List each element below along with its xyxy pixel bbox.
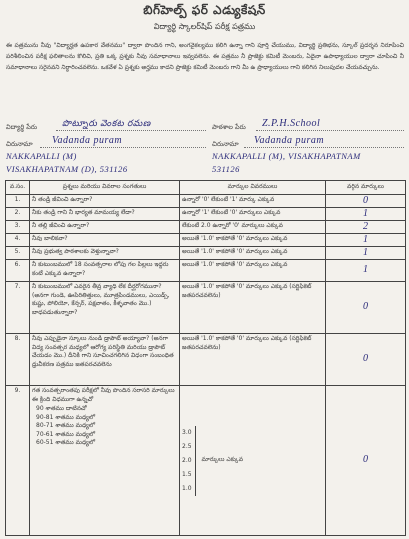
table-row [6, 260, 406, 282]
pincode-value-right[interactable]: 531126 [212, 164, 240, 174]
grade-value: 1.0 [182, 484, 192, 492]
student-name-value[interactable]: పొట్నూరు వెంకట రమణ [62, 118, 151, 128]
row-question: నీవు ఎప్పుడైనా స్కూలు నుండి డ్రాపౌట్ అయ్యావా? (అనగా విద్య సంవత్సర మధ్యలో ఆరోగ్య పరిస్థితి మరియు డ్రాపౌట్ చేయడం మొ.) దీనికి గాని సూచించగలిగిన విధంగా సంబంధిత ధ్రువీకరణ పత్రము జతపరచవలెను [30, 334, 180, 386]
header-awarded: వర్గిన మార్కులు [326, 181, 406, 195]
row-mark[interactable]: 0 [326, 282, 406, 334]
row-question: నీ కుటుంబములో ఎవరైన తీవ్ర వ్యాధి లేక దీర్ఘరోగమునా? (అనగా గుండె, ఊపిరితిత్తులు, మూత్రపిండములు, ఎయిడ్స్, కుష్టు, పోలియో, కేన్సర్, పక్షవాతం, కీళ్ళవాతం మొ.) బాధపడుతున్నారా? [30, 282, 180, 334]
instructions-paragraph: ఈ పత్రమును నీవు "విద్యార్హత ఉపకార వేతనము" ద్వారా పొందిన గాని, అంగవైకల్యము కలిగి ఉన్నా గాని పూర్తి చేయుము, విద్యార్థి ప్రతిభను, స్కూల్ ప్రదర్శన నిరూపించి పరిశీలించిన పరీక్ష ఫలితాలను కొలిచి, ప్రతి ఒక్క ప్రశ్నకు నీవు సమాధానాలు ఇవ్వవలెను. ఈ పత్రము నీ ప్రాజెక్టు కమిటీ మెంబరు, ఏదైనా ఉపాధ్యాయుల ద్వారా చూపించి నీ సమాధానాలు సరైనవని నిర్ధారించవలెను. ఒకవేళ ఏ ప్రశ్నకు అర్హము కాదని ప్రాజెక్టు కమిటీ మెంబరు గాని మీ ఉ ప్రాధ్యాయులు గాని కలిగిన నిలుపుదల చేయవచ్చును. [6, 42, 404, 71]
row-mark[interactable]: 1 [326, 247, 406, 260]
address-label-right: చిరునామా [212, 140, 239, 148]
row-detail: అయితే '1.0' కాకపోతే '0' మార్కులు ఎక్కువ [180, 260, 326, 282]
district-value-left[interactable]: VISAKHAPATNAM (D), 531126 [6, 164, 128, 174]
questions-table [5, 180, 406, 536]
row-sno: 1. [6, 195, 30, 208]
grade-option: 60-51 శాతము మధ్యలో [36, 439, 96, 446]
row-detail: అయితే '1.0' కాకపోతే '0' మార్కులు ఎక్కువ [180, 234, 326, 247]
row-mark[interactable]: 0 [326, 386, 406, 536]
table-row [6, 247, 406, 260]
grade-value: 3.0 [182, 428, 192, 436]
row-mark[interactable]: 0 [326, 195, 406, 208]
row-sno: 6. [6, 260, 30, 282]
table-row [6, 334, 406, 386]
table-row [6, 386, 406, 536]
grade-values [182, 426, 196, 496]
address-line-right [244, 147, 404, 148]
row-sno: 3. [6, 221, 30, 234]
address-value-left[interactable]: Vadanda puram [52, 135, 123, 146]
grade-option: 90-81 శాతము మధ్యలో [36, 413, 96, 421]
table-row [6, 221, 406, 234]
mandal-value-left[interactable]: NAKKAPALLI (M) [6, 151, 77, 161]
grade-value: 1.5 [182, 470, 192, 478]
row-question: నీ కుటుంబములో 18 సంవత్సరాల లోపు గల పిల్లలు ఇద్దరు కంటే ఎక్కువ ఉన్నారా? [30, 260, 180, 282]
row-detail: అయితే '1.0' కాకపోతే '0' మార్కులు ఎక్కువ [180, 247, 326, 260]
form-subtitle: విద్యార్థి స్కాలర్‌షిప్ పరీక్ష పత్రము [153, 22, 256, 31]
table-row [6, 208, 406, 221]
student-name-label: విద్యార్థి పేరు [6, 123, 38, 131]
grade-marks-cell [180, 386, 326, 536]
row-mark[interactable]: 1 [326, 208, 406, 221]
grade-marks-label: మార్కులు ఎక్కువ [201, 456, 243, 464]
grade-question-text: గత సంవత్సరాంతపు పరీక్షలో నీవు పొందిన సరాసరి మార్కులు ఈ క్రింది విధముగా ఉన్నచో [32, 387, 175, 403]
row-sno: 2. [6, 208, 30, 221]
grade-option: 90 శాతము దాటినచో [36, 405, 87, 412]
grade-option: 70-61 శాతము మధ్యలో [36, 430, 96, 438]
grade-value: 2.0 [182, 456, 192, 464]
mandal-value-right[interactable]: NAKKAPALLI (M), VISAKHAPATNAM [212, 151, 361, 161]
row-detail: అయితే '1.0' కాకపోతే '0' మార్కులు ఎక్కువ (సర్టిఫికెట్ జతపరచవలెను) [180, 334, 326, 386]
row-question: నీకు తండ్రి గాని నీ భార్యత మామయ్య లేదా? [30, 208, 180, 221]
form-title: బిగ్‌హెల్ప్ ఫర్ ఎడ్యుకేషన్ [143, 3, 266, 17]
row-sno: 7. [6, 282, 30, 334]
school-name-label: పాఠశాల పేరు [212, 123, 246, 131]
header-sno: వ.సం. [6, 181, 30, 195]
row-sno: 8. [6, 334, 30, 386]
row-mark[interactable]: 1 [326, 234, 406, 247]
table-header-row [6, 181, 406, 195]
table-row [6, 234, 406, 247]
row-mark[interactable]: 0 [326, 334, 406, 386]
header-question: ప్రశ్నలు మరియు వివరాల సంగతులు [30, 181, 180, 195]
header-marks-detail: మార్కుల వివరములు [180, 181, 326, 195]
table-row [6, 195, 406, 208]
row-mark[interactable]: 1 [326, 260, 406, 282]
address-line-left [40, 147, 206, 148]
address-value-right[interactable]: Vadanda puram [254, 135, 325, 146]
row-question: నీ తల్లి జీవించి ఉన్నారా? [30, 221, 180, 234]
address-label: చిరునామా [6, 140, 33, 148]
row-sno: 9. [6, 386, 30, 536]
school-name-line [256, 130, 404, 131]
row-question: నీవు ప్రభుత్వ పాఠశాలకు వెళ్తున్నావా? [30, 247, 180, 260]
row-detail: ఉన్నారో '1' లేకుంటే '0' మార్కులు ఎక్కువ [180, 208, 326, 221]
table-row [6, 282, 406, 334]
row-question: నీ తండ్రి జీవించి ఉన్నారా? [30, 195, 180, 208]
school-name-value[interactable]: Z.P.H.School [262, 118, 321, 129]
row-question [30, 386, 180, 536]
row-detail: లేకుంటే 2.0 ఉన్నారో '0' మార్కులు ఎక్కువ [180, 221, 326, 234]
grade-options [36, 405, 177, 448]
row-detail: అయితే '1.0' కాకపోతే '0' మార్కులు ఎక్కువ (సర్టిఫికెట్ జతపరచవలెను) [180, 282, 326, 334]
student-name-line [56, 130, 206, 131]
row-sno: 5. [6, 247, 30, 260]
row-mark[interactable]: 2 [326, 221, 406, 234]
row-sno: 4. [6, 234, 30, 247]
grade-option: 80-71 శాతము మధ్యలో [36, 422, 96, 429]
row-question: నీవు బాలికవా? [30, 234, 180, 247]
grade-value: 2.5 [182, 442, 192, 450]
row-detail: ఉన్నారో '0' లేకుంటే '1' మార్కు ఎక్కువ [180, 195, 326, 208]
